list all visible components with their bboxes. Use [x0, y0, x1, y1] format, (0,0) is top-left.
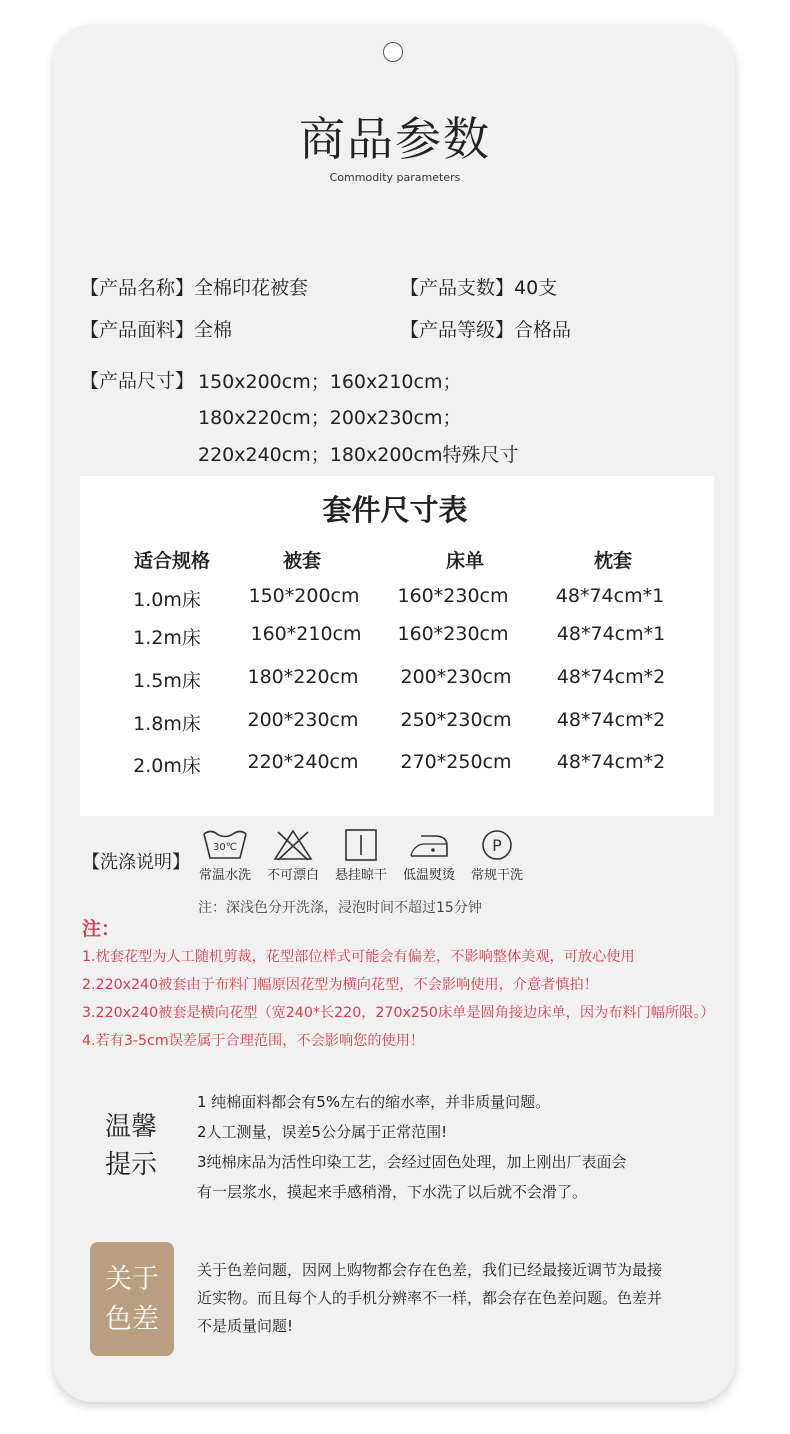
table-cell: 250*230cm [400, 709, 512, 731]
param-grade [400, 315, 571, 342]
tips-line: 2人工测量，误差5公分属于正常范围! [197, 1123, 448, 1141]
param-grade-label: 【产品等级】 [400, 319, 515, 341]
table-cell: 48*74cm*1 [555, 585, 665, 607]
table-header: 被套 [282, 550, 321, 572]
param-size-line: 150x200cm；160x210cm； [198, 371, 462, 393]
notice-line: 3.220x240被套是横向花型（宽240*长220，270x250床单是圆角接边床单，因为布料门幅所限。） [82, 1005, 715, 1021]
param-name-label: 【产品名称】 [80, 277, 195, 299]
wash-item [190, 828, 260, 883]
tips-line: 1 纯棉面料都会有5%左右的缩水率，并非质量问题。 [197, 1093, 551, 1111]
table-cell: 1.2m床 [133, 627, 201, 649]
param-name [80, 273, 308, 300]
color-diff-line: 不是质量问题! [197, 1317, 294, 1335]
table-cell: 1.5m床 [133, 670, 201, 692]
table-cell: 48*74cm*2 [556, 666, 666, 688]
table-cell: 2.0m床 [133, 755, 201, 777]
param-size-label: 【产品尺寸】 [80, 370, 195, 392]
param-grade-value: 合格品 [514, 319, 572, 341]
param-count-value: 40支 [514, 277, 558, 299]
wash-item [258, 828, 328, 883]
param-name-value: 全棉印花被套 [194, 277, 309, 299]
table-cell: 270*250cm [400, 751, 512, 773]
tips-label: 温馨 提示 [105, 1112, 158, 1180]
table-cell: 1.0m床 [133, 589, 201, 611]
table-cell: 160*230cm [397, 623, 509, 645]
table-cell: 48*74cm*2 [556, 751, 666, 773]
hang-dry-icon [337, 828, 385, 862]
wash-item [394, 828, 464, 883]
wash-temp-text: 30℃ [213, 842, 237, 853]
param-count [400, 273, 557, 300]
hang-hole-icon [383, 42, 403, 62]
notice-line: 1.枕套花型为人工随机剪裁，花型部位样式可能会有偏差，不影响整体美观，可放心使用 [82, 949, 635, 965]
table-header: 枕套 [593, 550, 632, 572]
wash-item-label: 常规干洗 [470, 868, 523, 883]
param-size-line: 220x240cm；180x200cm特殊尺寸 [198, 444, 519, 466]
wash-item-label: 不可漂白 [266, 868, 319, 883]
dry-clean-icon [473, 828, 521, 862]
table-cell: 48*74cm*1 [556, 623, 666, 645]
table-cell: 220*240cm [247, 751, 359, 773]
param-fabric [80, 315, 232, 342]
table-cell: 150*200cm [248, 585, 360, 607]
table-header: 适合规格 [133, 550, 210, 572]
table-header: 床单 [445, 550, 484, 572]
table-cell: 200*230cm [247, 709, 359, 731]
page-subtitle: Commodity parameters [329, 171, 461, 184]
table-cell: 200*230cm [400, 666, 512, 688]
wash-item-label: 低温熨烫 [402, 868, 455, 883]
page-title: 商品参数 [299, 112, 491, 166]
wash-30-icon [201, 828, 249, 862]
tips-line: 有一层浆水，摸起来手感稍滑，下水洗了以后就不会滑了。 [197, 1183, 588, 1201]
param-fabric-label: 【产品面料】 [80, 319, 195, 341]
notice-line: 4.若有3-5cm误差属于合理范围，不会影响您的使用！ [82, 1033, 425, 1049]
low-iron-icon [405, 828, 453, 862]
param-fabric-value: 全棉 [194, 319, 233, 341]
color-diff-badge: 关于 色差 [90, 1242, 174, 1356]
dry-clean-letter: P [492, 836, 502, 855]
wash-item-label: 常温水洗 [198, 868, 251, 883]
wash-item [462, 828, 532, 883]
table-cell: 180*220cm [247, 666, 359, 688]
color-diff-line: 近实物。而且每个人的手机分辨率不一样，都会存在色差问题。色差并 [197, 1289, 663, 1307]
no-bleach-icon [269, 828, 317, 862]
table-cell: 160*230cm [397, 585, 509, 607]
wash-note: 注：深浅色分开洗涤，浸泡时间不超过15分钟 [198, 900, 482, 916]
param-count-label: 【产品支数】 [400, 277, 515, 299]
color-diff-line: 关于色差问题，因网上购物都会存在色差，我们已经最接近调节为最接 [197, 1261, 663, 1279]
size-table-title: 套件尺寸表 [322, 493, 468, 527]
notice-line: 2.220x240被套由于布料门幅原因花型为横向花型，不会影响使用，介意者慎拍！ [82, 977, 598, 993]
table-cell: 1.8m床 [133, 713, 201, 735]
wash-item [326, 828, 396, 883]
table-cell: 48*74cm*2 [556, 709, 666, 731]
wash-item-label: 悬挂晾干 [334, 868, 387, 883]
param-size-line: 180x220cm；200x230cm； [198, 407, 462, 429]
tips-line: 3纯棉床品为活性印染工艺，会经过固色处理，加上刚出厂表面会 [197, 1153, 627, 1171]
notice-head: 注： [82, 918, 121, 940]
wash-label: 【洗涤说明】 [82, 852, 190, 873]
table-cell: 160*210cm [250, 623, 362, 645]
